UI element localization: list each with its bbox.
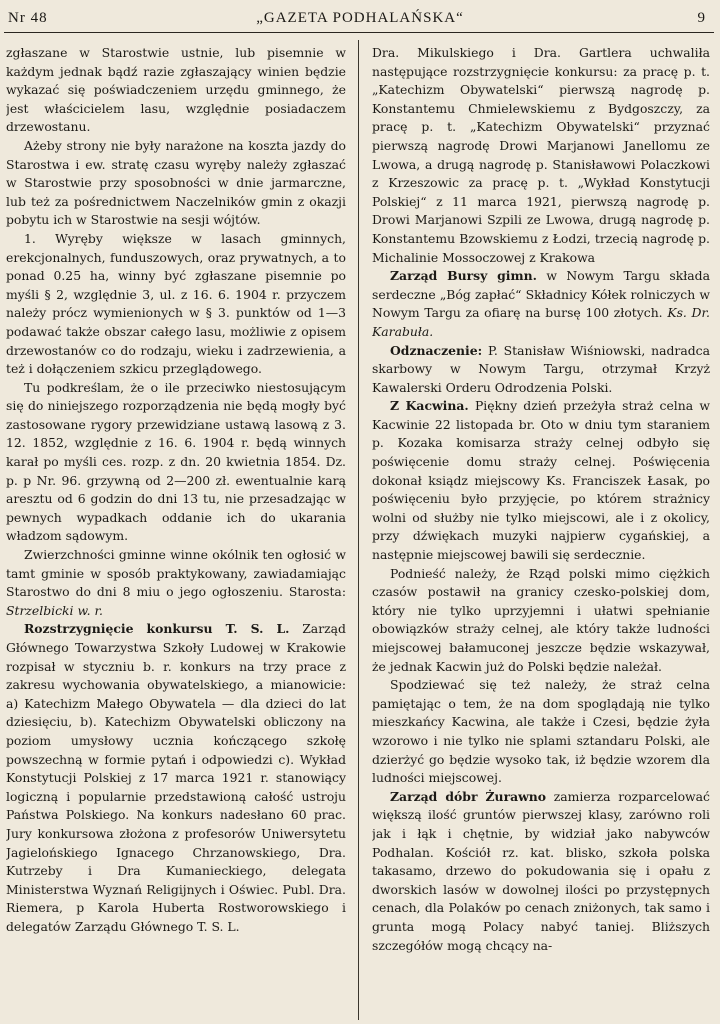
- article-paragraph: [372, 342, 710, 398]
- article-paragraph: 1. Wyręby większe w lasach gminnych, erekcjonalnych, funduszowych, oraz prywatnych, a to ponad 0.25 ha, winny być zgłaszane pisemnie po myśli § 2, względnie 3, ul. z 16. 6. 1904 r. przyczem należy prócz wymienionych w § 3. punktów od 1—3 podawać także obszar całego lasu, możliwie z opisem drzewostanów co do rodzaju, wieku i zadrzewienia, a też i dołączeniem szkicu przeglądowego.: [6, 230, 346, 377]
- issue-number: Nr 48: [8, 10, 48, 26]
- header-rule: [4, 32, 714, 33]
- paragraph-text: w Nowym Targu składa serdeczne „Bóg zapłać“ Składnicy Kółek rolniczych w Nowym Targu za ofiarę na bursę 100 złotych.: [372, 268, 710, 321]
- paragraph-text: P. Stanisław Wiśniowski, nadradca skarbowy w Nowym Targu, otrzymał Krzyż Kawalerski Orderu Odrodzenia Polski.: [372, 342, 710, 395]
- paragraph-text: zamierza rozparcelować większą ilość gruntów pierwszej klasy, zarówno roli jak i łąk i chętnie, by widział jako nabywców Podhalan. Kościół rz. kat. blisko, szkoła polska takasamo, drzewo do pokudowania się i opału z dworskich lasów w dowolnej ilości po przystępnych cenach, dla Polaków po cenach zniżonych, tak samo i grunta mogą Polacy nabyć taniej. Bliższych szczegółów mogą chcący na-: [372, 788, 710, 953]
- column-divider: [358, 40, 359, 1020]
- article-paragraph: Podnieść należy, że Rząd polski mimo ciężkich czasów postawił na granicy czesko-polskiej dom, który nie tylko uprzyjemni i ułatwi spełnianie obowiązków straży celnej, ale który także ludności miejscowej bałamuconej jeszcze będzie wskazywał, że jednak Kacwin już do Polski będzie należał.: [372, 565, 710, 674]
- section-heading: Z Kacwina.: [390, 398, 469, 414]
- right-column: [372, 44, 710, 1022]
- article-paragraph: zgłaszane w Starostwie ustnie, lub pisemnie w każdym jednak bądź razie zgłaszający winien będzie wykazać się poświadczeniem urzędu gminnego, że jest właścicielem lasu, względnie posiadaczem drzewostanu.: [6, 45, 346, 135]
- article-paragraph: [372, 267, 710, 341]
- article-paragraph: [6, 620, 346, 936]
- article-paragraph: Ażeby strony nie były narażone na koszta jazdy do Starostwa i ew. stratę czasu wyręby należy zgłaszać w Starostwie przy sposobności w dnie jarmarczne, lub też za pośrednictwem Naczelników gmin z okazji pobytu ich w Starostwie na sesji wójtów.: [6, 137, 346, 228]
- signature-label: Starosta:: [288, 584, 346, 600]
- article-paragraph: [6, 546, 346, 620]
- section-heading: Zarząd dóbr Żurawno: [390, 788, 547, 804]
- page-header: [0, 0, 720, 38]
- article-paragraph: Dra. Mikulskiego i Dra. Gartlera uchwaliła następujące rozstrzygnięcie konkursu: za pracę p. t. „Katechizm Obywatelski“ pierwszą nagrodę p. Konstantemu Chmielewskiemu z Bydgoszczy, za pracę p. t. „Katechizm Obywatelski“ przyznać pierwszą nagrodę Drowi Marjanowi Janellomu ze Lwowa, a drugą nagrodę p. Stanisławowi Polaczkowi z Krzeszowic za pracę p. t. „Wykład Konstytucji Polskiej“ z 11 marca 1921, pierwszą nagrodę p. Drowi Marjanowi Szpili ze Lwowa, drugą nagrodę p. Konstantemu Bzowskiemu z Łodzi, trzecią nagrodę p. Michalinie Mossoczowej z Krakowa: [372, 45, 710, 265]
- article-paragraph: Spodziewać się też należy, że straż celna pamiętając o tem, że na dom spoglądają nie tylko mieszkańcy Kacwina, ale także i Czesi, będzie żyła wzorowo i nie tylko nie splami sztandaru Polski, ale dzierżyć go będzie wysoko tak, iż będzie wzorem dla ludności miejscowej.: [372, 677, 710, 786]
- section-heading: Rozstrzygnięcie konkursu T. S. L.: [24, 621, 290, 637]
- left-column: [6, 44, 346, 1022]
- section-heading: Zarząd Bursy gimn.: [390, 268, 537, 284]
- article-paragraph: Tu podkreślam, że o ile przeciwko niestosującym się do niniejszego rozporządzenia nie będą mogły być zastosowane rygory przewidziane ustawą lasową z 3. 12. 1852, względnie z 16. 6. 1904 r. będą winnych karał po myśli ces. rozp. z dn. 20 kwietnia 1854. Dz. p. p Nr. 96. grzywną od 2—200 zł. ewentualnie karą aresztu od 6 godzin do dni 13 tu, nie przesadzając w pewnych wypadkach oddanie ich do ukarania władzom sądowym.: [6, 379, 346, 544]
- signature: Ks. Dr. Karabuła.: [372, 305, 710, 339]
- article-paragraph: [372, 788, 710, 955]
- page-number: 9: [697, 10, 706, 26]
- article-paragraph: [372, 397, 710, 564]
- paragraph-text: Zwierzchności gminne winne okólnik ten ogłosić w tamt gminie w sposób praktykowany, zawiadamiając Starostwo do dni 8 miu o jego ogłoszeniu.: [6, 547, 346, 600]
- paragraph-text: Piękny dzień przeżyła straż celna w Kacwinie 22 listopada br. Oto w dniu tym staraniem p. Kozaka komisarza straży celnej odbyło się poświęcenie domu straży celnej. Poświęcenia dokonał ksiądz miejscowy Ks. Franciszek Łasak, po poświęceniu było przyjęcie, po którem strażnicy wolni od służby nie tylko miejscowi, ale i z okolicy, przy dźwiękach muzyki najpierw cygańskiej, a następnie miejscowej bawili się serdecznie.: [372, 398, 710, 563]
- newspaper-title: „GAZETA PODHALAŃSKA“: [256, 10, 464, 26]
- paragraph-text: Zarząd Głównego Towarzystwa Szkoły Ludowej w Krakowie rozpisał w styczniu b. r. konkurs na trzy prace z zakresu wychowania obywatelskiego, a mianowicie: a) Katechizm Małego Obywatela — dla dzieci do lat dziesięciu, b). Katechizm Obywatelski obliczony na poziom umysłowy ucznia kończącego szkołę powszechną w formie pytań i odpowiedzi c). Wykład Konstytucji Polskiej z 17 marca 1921 r. stanowiący logiczną i popularnie przedstawioną całość ustroju Państwa Polskiego. Na konkurs nadesłano 60 prac. Jury konkursowa złożona z profesorów Uniwersytetu Jagielońskiego Ignacego Chrzanowskiego, Dra. Kutrzeby i Dra Kumanieckiego, delegata Ministerstwa Wyznań Religijnych i Oświec. Publ. Dra. Riemera, p Karola Huberta Rostworowskiego i delegatów Zarządu Głównego T. S. L.: [6, 621, 346, 934]
- signature: Strzelbicki w. r.: [6, 602, 103, 618]
- section-heading: Odznaczenie:: [390, 342, 483, 358]
